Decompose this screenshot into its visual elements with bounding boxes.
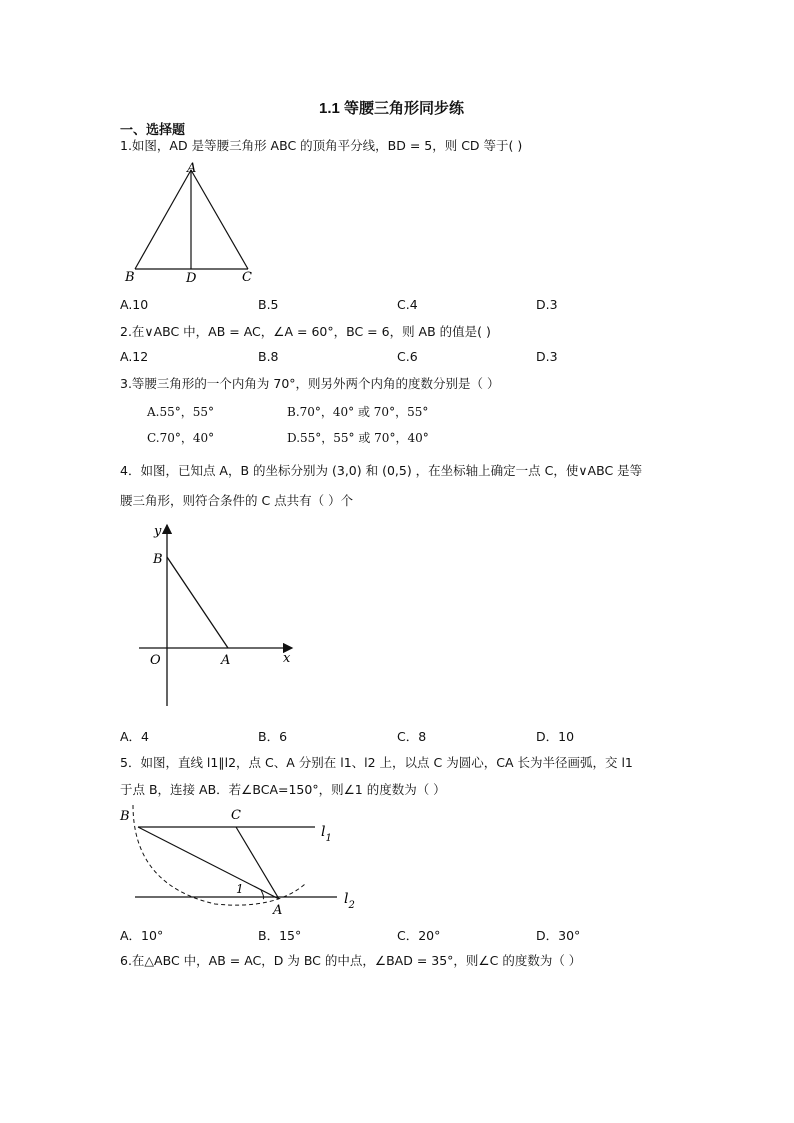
question-5-text-line2: 于点 B，连接 AB．若∠BCA=150°，则∠1 的度数为（ ）	[120, 782, 446, 797]
q1-option-d[interactable]: D.3	[536, 297, 558, 312]
section-heading: 一、选择题	[120, 123, 186, 138]
q5-option-b[interactable]: B．15°	[258, 928, 302, 943]
q4-option-b[interactable]: B．6	[258, 729, 288, 744]
dashed-arc	[133, 805, 305, 905]
label-b: B	[120, 809, 130, 824]
question-4-figure	[136, 520, 306, 710]
q2-option-a[interactable]: A.12	[120, 349, 149, 364]
label-l2: $l_2$	[344, 891, 355, 911]
question-5-figure	[115, 800, 375, 920]
question-1-figure	[118, 158, 268, 288]
question-5-text-line1: 5．如图，直线 l1∥l2，点 C、A 分别在 l1、l2 上，以点 C 为圆心，CA 长为半径画弧，交 l1	[120, 755, 633, 770]
page-title: 1.1 等腰三角形同步练	[319, 100, 465, 117]
label-b: B	[153, 552, 163, 567]
q2-option-b[interactable]: B.8	[258, 349, 279, 364]
triangle-side-ab	[135, 170, 191, 269]
label-y: y	[154, 524, 162, 539]
label-x: x	[283, 651, 291, 666]
segment-ab	[167, 557, 228, 648]
q5-option-a[interactable]: A．10°	[120, 928, 164, 943]
triangle-side-ac	[191, 170, 248, 269]
label-c: C	[231, 808, 241, 823]
label-a: A	[273, 903, 283, 918]
q1-option-b[interactable]: B.5	[258, 297, 279, 312]
question-4-text-line1: 4．如图，已知点 A，B 的坐标分别为 (3,0) 和 (0,5) ，在坐标轴上确定一点 C，使∨ABC 是等	[120, 463, 643, 478]
q3-option-b[interactable]: B.70°，40° 或 70°，55°	[287, 405, 429, 419]
label-o: O	[150, 653, 161, 668]
q1-option-a[interactable]: A.10	[120, 297, 149, 312]
question-2-text: 2.在∨ABC 中，AB = AC，∠A = 60°，BC = 6，则 AB 的值是( )	[120, 324, 491, 339]
q4-option-a[interactable]: A．4	[120, 729, 150, 744]
q3-option-a[interactable]: A.55°，55°	[147, 405, 215, 419]
q3-option-c[interactable]: C.70°，40°	[147, 431, 215, 445]
q4-option-d[interactable]: D．10	[536, 729, 575, 744]
q1-option-c[interactable]: C.4	[397, 297, 418, 312]
q5-option-c[interactable]: C．20°	[397, 928, 441, 943]
q2-option-c[interactable]: C.6	[397, 349, 418, 364]
q5-option-d[interactable]: D．30°	[536, 928, 581, 943]
q2-option-d[interactable]: D.3	[536, 349, 558, 364]
question-1-text: 1.如图，AD 是等腰三角形 ABC 的顶角平分线，BD = 5，则 CD 等于( )	[120, 138, 523, 153]
q3-option-d[interactable]: D.55°，55° 或 70°，40°	[287, 431, 429, 445]
question-6-text: 6.在△ABC 中，AB = AC，D 为 BC 的中点，∠BAD = 35°，则∠C 的度数为（ ）	[120, 953, 582, 968]
label-d: D	[186, 271, 197, 286]
label-angle-1: 1	[236, 882, 244, 896]
question-3-text: 3.等腰三角形的一个内角为 70°，则另外两个内角的度数分别是（ ）	[120, 376, 500, 391]
q4-option-c[interactable]: C．8	[397, 729, 427, 744]
label-a: A	[187, 161, 197, 176]
label-a: A	[221, 653, 231, 668]
label-c: C	[242, 270, 252, 285]
label-l1: $l_1$	[321, 824, 332, 844]
label-b: B	[125, 270, 135, 285]
question-4-text-line2: 腰三角形，则符合条件的 C 点共有（ ）个	[120, 493, 354, 508]
